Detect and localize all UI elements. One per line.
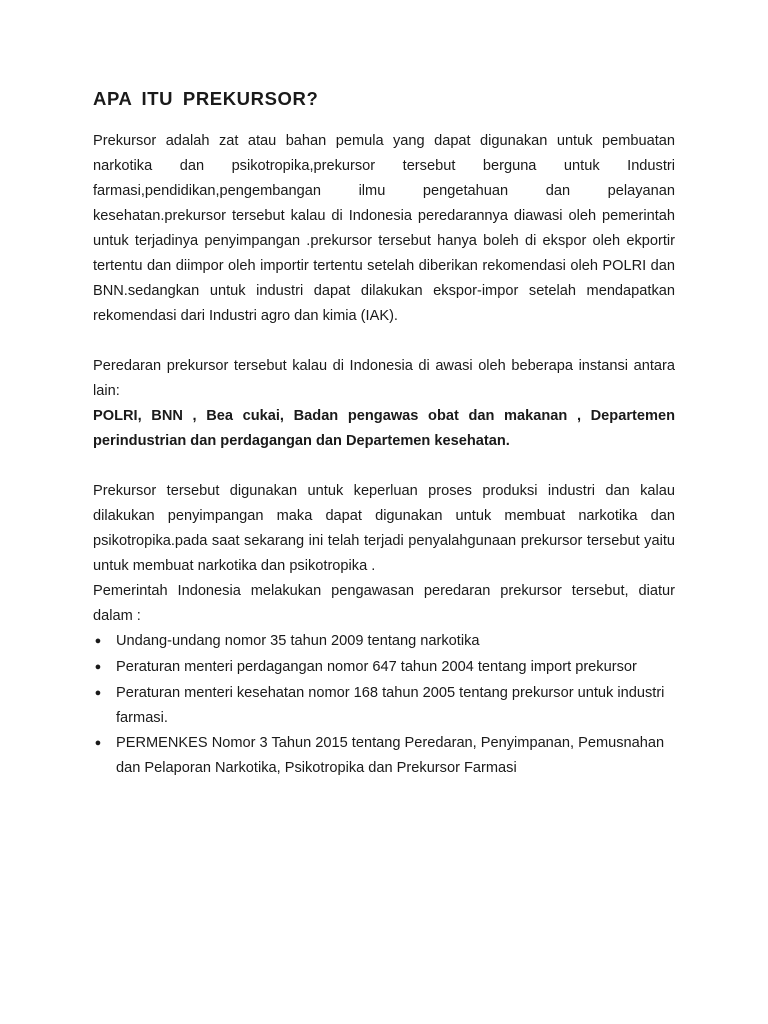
list-item bbox=[93, 681, 675, 731]
list-item bbox=[93, 655, 675, 680]
list-item bbox=[93, 731, 675, 781]
document-title: APA ITU PREKURSOR? bbox=[93, 88, 319, 109]
list-item bbox=[93, 629, 675, 654]
list-item-text: Peraturan menteri kesehatan nomor 168 tahun 2005 tentang prekursor untuk industri farmasi. bbox=[116, 685, 665, 726]
regulation-list bbox=[93, 629, 675, 781]
bullet-icon: ● bbox=[94, 635, 102, 647]
list-item-text: PERMENKES Nomor 3 Tahun 2015 tentang Peredaran, Penyimpanan, Pemusnahan dan Pelaporan Narkotika, Psikotropika dan Prekursor Farmasi bbox=[116, 735, 665, 776]
paragraph-usage: Prekursor tersebut digunakan untuk keperluan proses produksi industri dan kalau dilakukan penyimpangan maka dapat digunakan untuk membuat narkotika dan psikotropika.pada saat sekarang ini telah terjadi penyalahgunaan prekursor tersebut yaitu untuk membuat narkotika dan psikotropika . bbox=[93, 483, 675, 574]
bullet-icon: ● bbox=[94, 661, 102, 673]
bullet-icon: ● bbox=[94, 687, 102, 699]
paragraph-supervision-intro: Peredaran prekursor tersebut kalau di Indonesia di awasi oleh beberapa instansi antara lain: bbox=[93, 358, 675, 399]
list-item-text: Undang-undang nomor 35 tahun 2009 tentang narkotika bbox=[116, 633, 480, 649]
bullet-icon: ● bbox=[94, 737, 102, 749]
list-item-text: Peraturan menteri perdagangan nomor 647 tahun 2004 tentang import prekursor bbox=[116, 659, 637, 675]
paragraph-regulation-intro: Pemerintah Indonesia melakukan pengawasan peredaran prekursor tersebut, diatur dalam : bbox=[93, 583, 675, 624]
paragraph-agencies-bold: POLRI, BNN , Bea cukai, Badan pengawas obat dan makanan , Departemen perindustrian dan perdagangan dan Departemen kesehatan. bbox=[93, 408, 675, 449]
paragraph-definition: Prekursor adalah zat atau bahan pemula yang dapat digunakan untuk pembuatan narkotika dan psikotropika,prekursor tersebut berguna untuk Industri farmasi,pendidikan,pengembangan ilmu pengetahuan dan pelayanan kesehatan.prekursor tersebut kalau di Indonesia peredarannya diawasi oleh pemerintah untuk terjadinya penyimpangan .prekursor tersebut hanya boleh di ekspor oleh ekportir tertentu dan diimpor oleh importir tertentu setelah diberikan rekomendasi oleh POLRI dan BNN.sedangkan untuk industri dapat dilakukan ekspor-impor setelah mendapatkan rekomendasi dari Industri agro dan kimia (IAK). bbox=[93, 133, 675, 324]
